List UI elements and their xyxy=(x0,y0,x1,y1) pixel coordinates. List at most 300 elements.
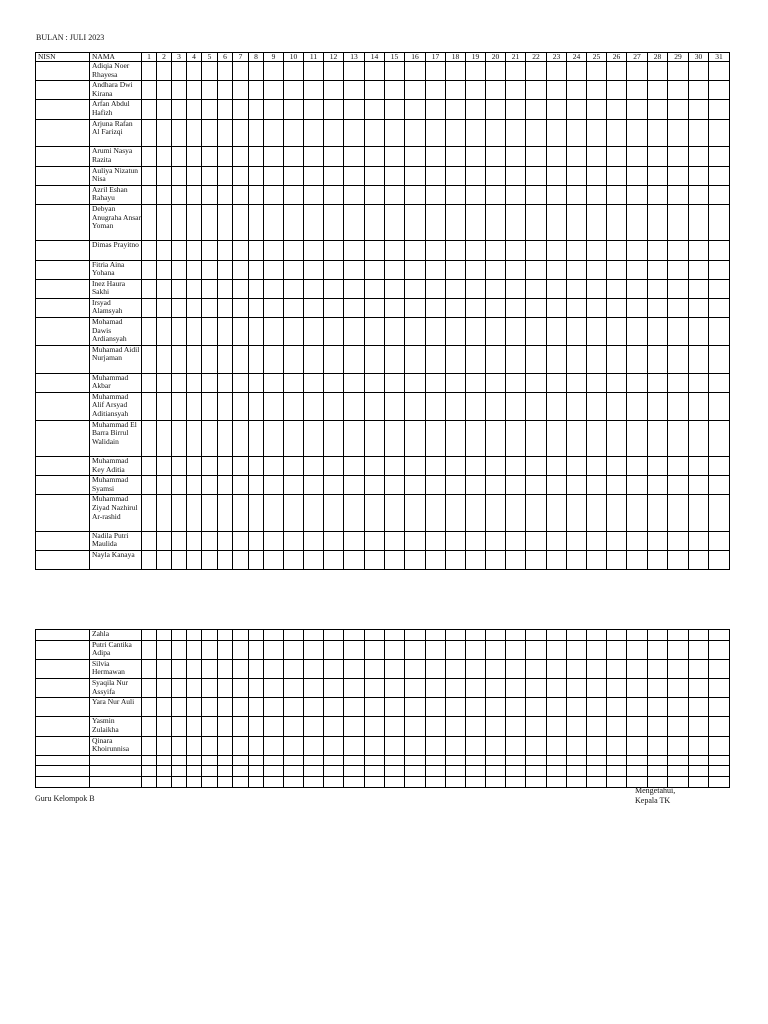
attendance-cell[interactable] xyxy=(627,204,648,240)
attendance-cell[interactable] xyxy=(466,678,486,697)
attendance-cell[interactable] xyxy=(648,736,668,755)
attendance-cell[interactable] xyxy=(218,420,233,456)
attendance-cell[interactable] xyxy=(284,147,304,166)
attendance-cell[interactable] xyxy=(668,766,689,777)
attendance-cell[interactable] xyxy=(142,550,157,569)
attendance-cell[interactable] xyxy=(466,345,486,373)
attendance-cell[interactable] xyxy=(668,640,689,659)
attendance-cell[interactable] xyxy=(344,279,365,298)
attendance-cell[interactable] xyxy=(284,373,304,392)
attendance-cell[interactable] xyxy=(249,531,264,550)
attendance-cell[interactable] xyxy=(689,476,709,495)
attendance-cell[interactable] xyxy=(264,147,284,166)
attendance-cell[interactable] xyxy=(233,630,249,641)
attendance-cell[interactable] xyxy=(446,736,466,755)
attendance-cell[interactable] xyxy=(264,531,284,550)
attendance-cell[interactable] xyxy=(187,630,202,641)
attendance-cell[interactable] xyxy=(344,392,365,420)
attendance-cell[interactable] xyxy=(486,476,506,495)
attendance-cell[interactable] xyxy=(668,62,689,81)
attendance-cell[interactable] xyxy=(284,185,304,204)
attendance-cell[interactable] xyxy=(172,147,187,166)
attendance-cell[interactable] xyxy=(689,147,709,166)
attendance-cell[interactable] xyxy=(218,260,233,279)
attendance-cell[interactable] xyxy=(202,166,218,185)
attendance-cell[interactable] xyxy=(157,640,172,659)
attendance-cell[interactable] xyxy=(547,147,567,166)
attendance-cell[interactable] xyxy=(506,766,526,777)
attendance-cell[interactable] xyxy=(385,345,405,373)
attendance-cell[interactable] xyxy=(157,659,172,678)
attendance-cell[interactable] xyxy=(567,345,587,373)
attendance-cell[interactable] xyxy=(526,373,547,392)
attendance-cell[interactable] xyxy=(385,147,405,166)
attendance-cell[interactable] xyxy=(187,420,202,456)
attendance-cell[interactable] xyxy=(567,185,587,204)
attendance-cell[interactable] xyxy=(304,260,324,279)
attendance-cell[interactable] xyxy=(446,717,466,736)
attendance-cell[interactable] xyxy=(233,698,249,717)
attendance-cell[interactable] xyxy=(249,345,264,373)
attendance-cell[interactable] xyxy=(218,392,233,420)
attendance-cell[interactable] xyxy=(249,630,264,641)
attendance-cell[interactable] xyxy=(172,717,187,736)
attendance-cell[interactable] xyxy=(506,62,526,81)
attendance-cell[interactable] xyxy=(249,81,264,100)
attendance-cell[interactable] xyxy=(506,640,526,659)
attendance-cell[interactable] xyxy=(304,318,324,346)
attendance-cell[interactable] xyxy=(172,736,187,755)
attendance-cell[interactable] xyxy=(284,495,304,531)
attendance-cell[interactable] xyxy=(506,420,526,456)
attendance-cell[interactable] xyxy=(405,373,426,392)
attendance-cell[interactable] xyxy=(668,476,689,495)
attendance-cell[interactable] xyxy=(264,476,284,495)
attendance-cell[interactable] xyxy=(172,260,187,279)
attendance-cell[interactable] xyxy=(607,373,627,392)
attendance-cell[interactable] xyxy=(426,457,446,476)
attendance-cell[interactable] xyxy=(567,755,587,766)
attendance-cell[interactable] xyxy=(587,420,607,456)
attendance-cell[interactable] xyxy=(365,81,385,100)
attendance-cell[interactable] xyxy=(233,495,249,531)
attendance-cell[interactable] xyxy=(218,766,233,777)
attendance-cell[interactable] xyxy=(344,678,365,697)
attendance-cell[interactable] xyxy=(284,318,304,346)
attendance-cell[interactable] xyxy=(157,318,172,346)
attendance-cell[interactable] xyxy=(486,279,506,298)
attendance-cell[interactable] xyxy=(187,736,202,755)
attendance-cell[interactable] xyxy=(187,766,202,777)
attendance-cell[interactable] xyxy=(466,260,486,279)
attendance-cell[interactable] xyxy=(547,717,567,736)
attendance-cell[interactable] xyxy=(607,640,627,659)
attendance-cell[interactable] xyxy=(405,630,426,641)
attendance-cell[interactable] xyxy=(344,495,365,531)
attendance-cell[interactable] xyxy=(344,100,365,119)
attendance-cell[interactable] xyxy=(486,495,506,531)
attendance-cell[interactable] xyxy=(648,698,668,717)
attendance-cell[interactable] xyxy=(187,776,202,787)
attendance-cell[interactable] xyxy=(648,279,668,298)
attendance-cell[interactable] xyxy=(304,698,324,717)
attendance-cell[interactable] xyxy=(587,457,607,476)
attendance-cell[interactable] xyxy=(405,204,426,240)
attendance-cell[interactable] xyxy=(689,766,709,777)
attendance-cell[interactable] xyxy=(157,204,172,240)
attendance-cell[interactable] xyxy=(627,457,648,476)
attendance-cell[interactable] xyxy=(567,659,587,678)
attendance-cell[interactable] xyxy=(172,81,187,100)
attendance-cell[interactable] xyxy=(627,260,648,279)
attendance-cell[interactable] xyxy=(218,630,233,641)
attendance-cell[interactable] xyxy=(567,531,587,550)
attendance-cell[interactable] xyxy=(365,100,385,119)
attendance-cell[interactable] xyxy=(142,640,157,659)
attendance-cell[interactable] xyxy=(709,100,730,119)
attendance-cell[interactable] xyxy=(607,204,627,240)
attendance-cell[interactable] xyxy=(689,119,709,147)
attendance-cell[interactable] xyxy=(218,476,233,495)
attendance-cell[interactable] xyxy=(218,318,233,346)
attendance-cell[interactable] xyxy=(689,640,709,659)
attendance-cell[interactable] xyxy=(567,81,587,100)
attendance-cell[interactable] xyxy=(385,318,405,346)
attendance-cell[interactable] xyxy=(233,776,249,787)
attendance-cell[interactable] xyxy=(187,318,202,346)
attendance-cell[interactable] xyxy=(506,185,526,204)
attendance-cell[interactable] xyxy=(344,717,365,736)
attendance-cell[interactable] xyxy=(284,766,304,777)
attendance-cell[interactable] xyxy=(264,630,284,641)
attendance-cell[interactable] xyxy=(187,476,202,495)
attendance-cell[interactable] xyxy=(567,392,587,420)
attendance-cell[interactable] xyxy=(344,640,365,659)
attendance-cell[interactable] xyxy=(648,62,668,81)
attendance-cell[interactable] xyxy=(607,531,627,550)
attendance-cell[interactable] xyxy=(264,241,284,260)
attendance-cell[interactable] xyxy=(284,204,304,240)
attendance-cell[interactable] xyxy=(187,204,202,240)
attendance-cell[interactable] xyxy=(587,630,607,641)
attendance-cell[interactable] xyxy=(344,241,365,260)
attendance-cell[interactable] xyxy=(567,298,587,317)
attendance-cell[interactable] xyxy=(506,531,526,550)
attendance-cell[interactable] xyxy=(157,185,172,204)
attendance-cell[interactable] xyxy=(607,100,627,119)
attendance-cell[interactable] xyxy=(365,776,385,787)
attendance-cell[interactable] xyxy=(405,776,426,787)
attendance-cell[interactable] xyxy=(466,495,486,531)
attendance-cell[interactable] xyxy=(218,531,233,550)
attendance-cell[interactable] xyxy=(466,166,486,185)
attendance-cell[interactable] xyxy=(304,279,324,298)
attendance-cell[interactable] xyxy=(218,640,233,659)
attendance-cell[interactable] xyxy=(218,147,233,166)
attendance-cell[interactable] xyxy=(385,630,405,641)
attendance-cell[interactable] xyxy=(466,241,486,260)
attendance-cell[interactable] xyxy=(187,698,202,717)
attendance-cell[interactable] xyxy=(547,755,567,766)
attendance-cell[interactable] xyxy=(648,755,668,766)
attendance-cell[interactable] xyxy=(668,345,689,373)
attendance-cell[interactable] xyxy=(202,318,218,346)
attendance-cell[interactable] xyxy=(607,81,627,100)
attendance-cell[interactable] xyxy=(304,766,324,777)
attendance-cell[interactable] xyxy=(587,373,607,392)
attendance-cell[interactable] xyxy=(526,766,547,777)
attendance-cell[interactable] xyxy=(648,147,668,166)
attendance-cell[interactable] xyxy=(365,659,385,678)
attendance-cell[interactable] xyxy=(405,736,426,755)
attendance-cell[interactable] xyxy=(202,717,218,736)
attendance-cell[interactable] xyxy=(526,495,547,531)
attendance-cell[interactable] xyxy=(405,755,426,766)
attendance-cell[interactable] xyxy=(324,698,344,717)
attendance-cell[interactable] xyxy=(709,204,730,240)
attendance-cell[interactable] xyxy=(304,659,324,678)
attendance-cell[interactable] xyxy=(689,736,709,755)
attendance-cell[interactable] xyxy=(709,420,730,456)
attendance-cell[interactable] xyxy=(426,62,446,81)
attendance-cell[interactable] xyxy=(157,241,172,260)
attendance-cell[interactable] xyxy=(264,166,284,185)
attendance-cell[interactable] xyxy=(466,776,486,787)
attendance-cell[interactable] xyxy=(426,420,446,456)
attendance-cell[interactable] xyxy=(202,279,218,298)
attendance-cell[interactable] xyxy=(324,318,344,346)
attendance-cell[interactable] xyxy=(486,630,506,641)
attendance-cell[interactable] xyxy=(172,457,187,476)
attendance-cell[interactable] xyxy=(324,630,344,641)
attendance-cell[interactable] xyxy=(202,659,218,678)
attendance-cell[interactable] xyxy=(405,81,426,100)
attendance-cell[interactable] xyxy=(284,119,304,147)
attendance-cell[interactable] xyxy=(587,776,607,787)
attendance-cell[interactable] xyxy=(526,241,547,260)
attendance-cell[interactable] xyxy=(142,630,157,641)
attendance-cell[interactable] xyxy=(486,298,506,317)
attendance-cell[interactable] xyxy=(405,717,426,736)
attendance-cell[interactable] xyxy=(526,630,547,641)
attendance-cell[interactable] xyxy=(304,119,324,147)
attendance-cell[interactable] xyxy=(506,476,526,495)
attendance-cell[interactable] xyxy=(304,678,324,697)
attendance-cell[interactable] xyxy=(365,260,385,279)
attendance-cell[interactable] xyxy=(157,550,172,569)
attendance-cell[interactable] xyxy=(304,373,324,392)
attendance-cell[interactable] xyxy=(627,640,648,659)
attendance-cell[interactable] xyxy=(709,185,730,204)
attendance-cell[interactable] xyxy=(405,495,426,531)
attendance-cell[interactable] xyxy=(547,457,567,476)
attendance-cell[interactable] xyxy=(709,147,730,166)
attendance-cell[interactable] xyxy=(668,392,689,420)
attendance-cell[interactable] xyxy=(466,531,486,550)
attendance-cell[interactable] xyxy=(486,717,506,736)
attendance-cell[interactable] xyxy=(587,678,607,697)
attendance-cell[interactable] xyxy=(344,62,365,81)
attendance-cell[interactable] xyxy=(486,420,506,456)
attendance-cell[interactable] xyxy=(668,119,689,147)
attendance-cell[interactable] xyxy=(344,736,365,755)
attendance-cell[interactable] xyxy=(446,678,466,697)
attendance-cell[interactable] xyxy=(284,698,304,717)
attendance-cell[interactable] xyxy=(526,185,547,204)
attendance-cell[interactable] xyxy=(405,476,426,495)
attendance-cell[interactable] xyxy=(526,392,547,420)
attendance-cell[interactable] xyxy=(648,457,668,476)
attendance-cell[interactable] xyxy=(587,640,607,659)
attendance-cell[interactable] xyxy=(264,776,284,787)
attendance-cell[interactable] xyxy=(304,717,324,736)
attendance-cell[interactable] xyxy=(218,298,233,317)
attendance-cell[interactable] xyxy=(324,147,344,166)
attendance-cell[interactable] xyxy=(506,630,526,641)
attendance-cell[interactable] xyxy=(233,755,249,766)
attendance-cell[interactable] xyxy=(547,298,567,317)
attendance-cell[interactable] xyxy=(648,717,668,736)
attendance-cell[interactable] xyxy=(506,318,526,346)
attendance-cell[interactable] xyxy=(405,457,426,476)
attendance-cell[interactable] xyxy=(157,476,172,495)
attendance-cell[interactable] xyxy=(466,736,486,755)
attendance-cell[interactable] xyxy=(344,260,365,279)
attendance-cell[interactable] xyxy=(446,241,466,260)
attendance-cell[interactable] xyxy=(627,630,648,641)
attendance-cell[interactable] xyxy=(648,640,668,659)
attendance-cell[interactable] xyxy=(648,550,668,569)
attendance-cell[interactable] xyxy=(426,640,446,659)
attendance-cell[interactable] xyxy=(466,766,486,777)
attendance-cell[interactable] xyxy=(202,736,218,755)
attendance-cell[interactable] xyxy=(466,119,486,147)
attendance-cell[interactable] xyxy=(344,698,365,717)
attendance-cell[interactable] xyxy=(142,166,157,185)
attendance-cell[interactable] xyxy=(202,678,218,697)
attendance-cell[interactable] xyxy=(264,373,284,392)
attendance-cell[interactable] xyxy=(668,185,689,204)
attendance-cell[interactable] xyxy=(547,630,567,641)
attendance-cell[interactable] xyxy=(466,318,486,346)
attendance-cell[interactable] xyxy=(486,241,506,260)
attendance-cell[interactable] xyxy=(385,736,405,755)
attendance-cell[interactable] xyxy=(249,298,264,317)
attendance-cell[interactable] xyxy=(668,166,689,185)
attendance-cell[interactable] xyxy=(142,659,157,678)
attendance-cell[interactable] xyxy=(142,766,157,777)
attendance-cell[interactable] xyxy=(157,766,172,777)
attendance-cell[interactable] xyxy=(547,531,567,550)
attendance-cell[interactable] xyxy=(668,100,689,119)
attendance-cell[interactable] xyxy=(446,373,466,392)
attendance-cell[interactable] xyxy=(526,298,547,317)
attendance-cell[interactable] xyxy=(466,630,486,641)
attendance-cell[interactable] xyxy=(567,260,587,279)
attendance-cell[interactable] xyxy=(486,392,506,420)
attendance-cell[interactable] xyxy=(304,776,324,787)
attendance-cell[interactable] xyxy=(567,373,587,392)
attendance-cell[interactable] xyxy=(668,678,689,697)
attendance-cell[interactable] xyxy=(142,318,157,346)
attendance-cell[interactable] xyxy=(709,345,730,373)
attendance-cell[interactable] xyxy=(157,345,172,373)
attendance-cell[interactable] xyxy=(142,147,157,166)
attendance-cell[interactable] xyxy=(385,166,405,185)
attendance-cell[interactable] xyxy=(627,62,648,81)
attendance-cell[interactable] xyxy=(668,241,689,260)
attendance-cell[interactable] xyxy=(157,755,172,766)
attendance-cell[interactable] xyxy=(446,630,466,641)
attendance-cell[interactable] xyxy=(709,241,730,260)
attendance-cell[interactable] xyxy=(202,495,218,531)
attendance-cell[interactable] xyxy=(446,457,466,476)
attendance-cell[interactable] xyxy=(218,81,233,100)
attendance-cell[interactable] xyxy=(385,298,405,317)
attendance-cell[interactable] xyxy=(249,495,264,531)
attendance-cell[interactable] xyxy=(157,298,172,317)
attendance-cell[interactable] xyxy=(627,298,648,317)
attendance-cell[interactable] xyxy=(689,531,709,550)
attendance-cell[interactable] xyxy=(187,119,202,147)
attendance-cell[interactable] xyxy=(506,736,526,755)
attendance-cell[interactable] xyxy=(365,755,385,766)
attendance-cell[interactable] xyxy=(627,119,648,147)
attendance-cell[interactable] xyxy=(587,495,607,531)
attendance-cell[interactable] xyxy=(385,62,405,81)
attendance-cell[interactable] xyxy=(709,659,730,678)
attendance-cell[interactable] xyxy=(324,345,344,373)
attendance-cell[interactable] xyxy=(446,318,466,346)
attendance-cell[interactable] xyxy=(486,678,506,697)
attendance-cell[interactable] xyxy=(627,476,648,495)
attendance-cell[interactable] xyxy=(142,279,157,298)
attendance-cell[interactable] xyxy=(249,766,264,777)
attendance-cell[interactable] xyxy=(142,698,157,717)
attendance-cell[interactable] xyxy=(526,100,547,119)
attendance-cell[interactable] xyxy=(142,457,157,476)
attendance-cell[interactable] xyxy=(648,241,668,260)
attendance-cell[interactable] xyxy=(284,755,304,766)
attendance-cell[interactable] xyxy=(157,698,172,717)
attendance-cell[interactable] xyxy=(526,204,547,240)
attendance-cell[interactable] xyxy=(264,392,284,420)
attendance-cell[interactable] xyxy=(324,766,344,777)
attendance-cell[interactable] xyxy=(587,766,607,777)
attendance-cell[interactable] xyxy=(506,550,526,569)
attendance-cell[interactable] xyxy=(587,392,607,420)
attendance-cell[interactable] xyxy=(587,698,607,717)
attendance-cell[interactable] xyxy=(587,185,607,204)
attendance-cell[interactable] xyxy=(526,260,547,279)
attendance-cell[interactable] xyxy=(218,119,233,147)
attendance-cell[interactable] xyxy=(187,298,202,317)
attendance-cell[interactable] xyxy=(446,392,466,420)
attendance-cell[interactable] xyxy=(466,457,486,476)
attendance-cell[interactable] xyxy=(486,204,506,240)
attendance-cell[interactable] xyxy=(506,147,526,166)
attendance-cell[interactable] xyxy=(324,736,344,755)
attendance-cell[interactable] xyxy=(405,392,426,420)
attendance-cell[interactable] xyxy=(709,318,730,346)
attendance-cell[interactable] xyxy=(405,659,426,678)
attendance-cell[interactable] xyxy=(172,698,187,717)
attendance-cell[interactable] xyxy=(689,298,709,317)
attendance-cell[interactable] xyxy=(249,476,264,495)
attendance-cell[interactable] xyxy=(709,531,730,550)
attendance-cell[interactable] xyxy=(264,736,284,755)
attendance-cell[interactable] xyxy=(547,495,567,531)
